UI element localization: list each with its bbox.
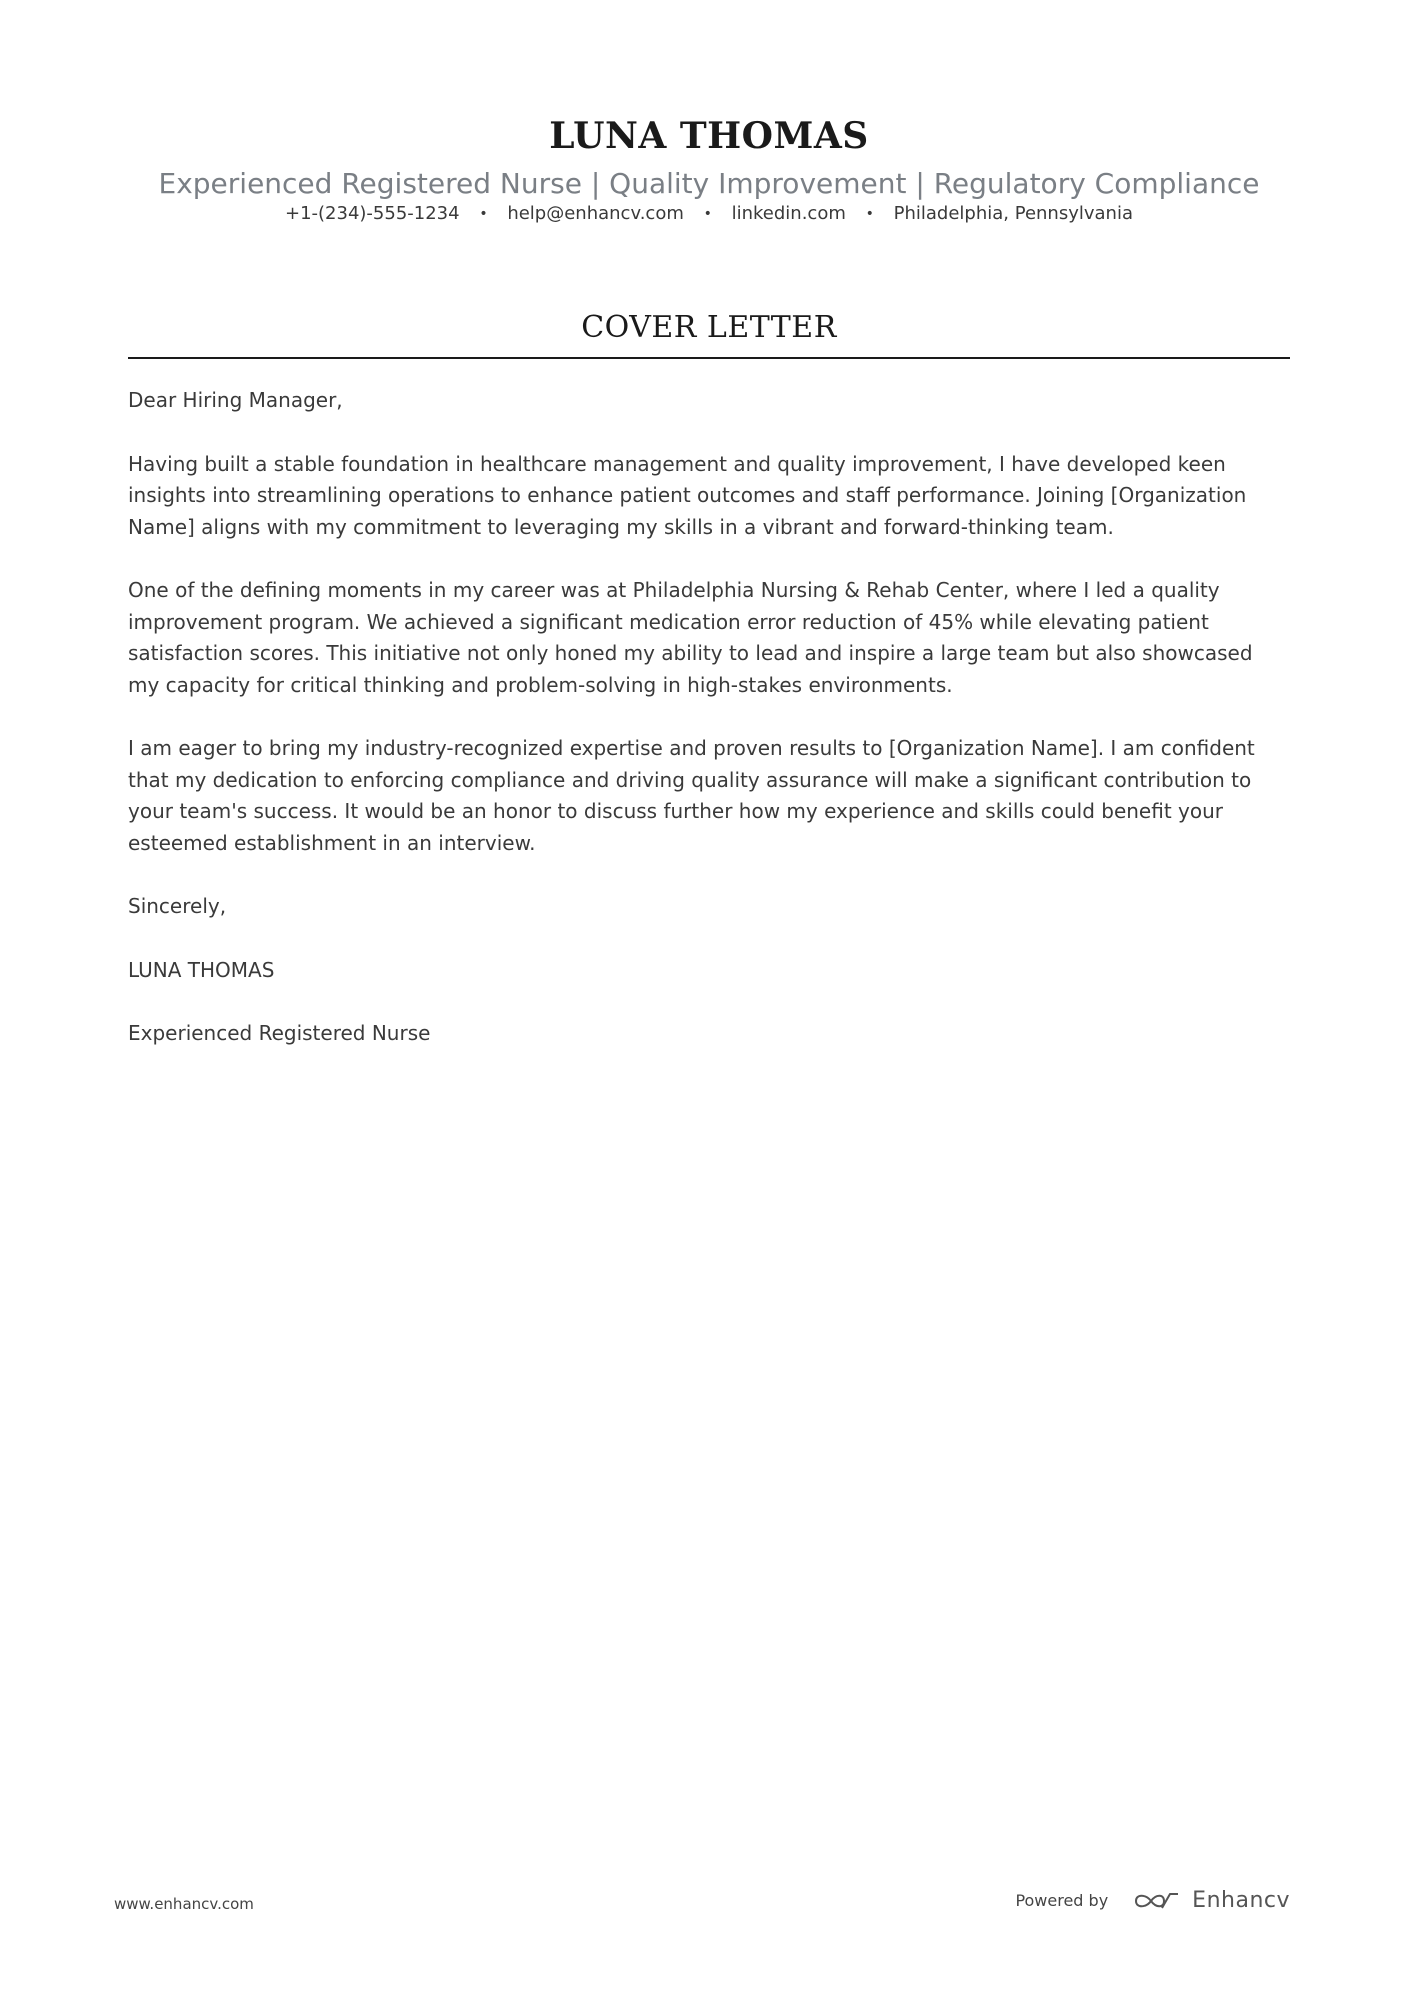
contact-separator: • [703,206,712,222]
contact-separator: • [865,206,874,222]
contact-line [128,202,1290,226]
letter-body [128,385,1290,1082]
resume-header [128,112,1290,226]
brand-name[interactable]: Enhancv [1192,1888,1290,1913]
enhancv-logo-icon [1134,1889,1180,1913]
footer-branding [1015,1888,1290,1913]
letter-paragraph: I am eager to bring my industry-recognized expertise and proven results to [Organization Name]. I am confident that my dedication to enforcing compliance and driving quality assurance will make a significant contribution to your team's success. It would be an honor to discuss further how my experience and skills could benefit your esteemed establishment in an interview. [128,736,1255,855]
contact-phone: +1-(234)-555-1234 [284,203,460,224]
letter-paragraph: One of the defining moments in my career was at Philadelphia Nursing & Rehab Center, where I led a quality improvement program. We achieved a significant medication error reduction of 45% while elevating patient satisfaction scores. This initiative not only honed my ability to lead and inspire a large team but also showcased my capacity for critical thinking and problem-solving in high-stakes environments. [128,578,1253,697]
footer-website[interactable]: www.enhancv.com [114,1895,254,1913]
contact-email[interactable]: help@enhancv.com [507,203,684,224]
letter-closing: Sincerely, [128,894,227,918]
powered-by-label: Powered by [1015,1891,1109,1910]
contact-linkedin[interactable]: linkedin.com [731,203,846,224]
candidate-name: LUNA THOMAS [549,115,869,157]
section-divider [128,357,1290,359]
letter-salutation: Dear Hiring Manager, [128,388,343,412]
signature-name: LUNA THOMAS [128,957,275,982]
contact-location: Philadelphia, Pennsylvania [893,203,1133,224]
contact-separator: • [479,206,488,222]
section-title: COVER LETTER [581,310,837,345]
candidate-headline: Experienced Registered Nurse | Quality Improvement | Regulatory Compliance [158,167,1260,200]
letter-paragraph: Having built a stable foundation in healthcare management and quality improvement, I have developed keen insights into streamlining operations to enhance patient outcomes and staff performance. Joining [Organization Name] aligns with my commitment to leveraging my skills in a vibrant and forward-thinking team. [128,451,1247,539]
signature-title: Experienced Registered Nurse [128,1021,431,1045]
